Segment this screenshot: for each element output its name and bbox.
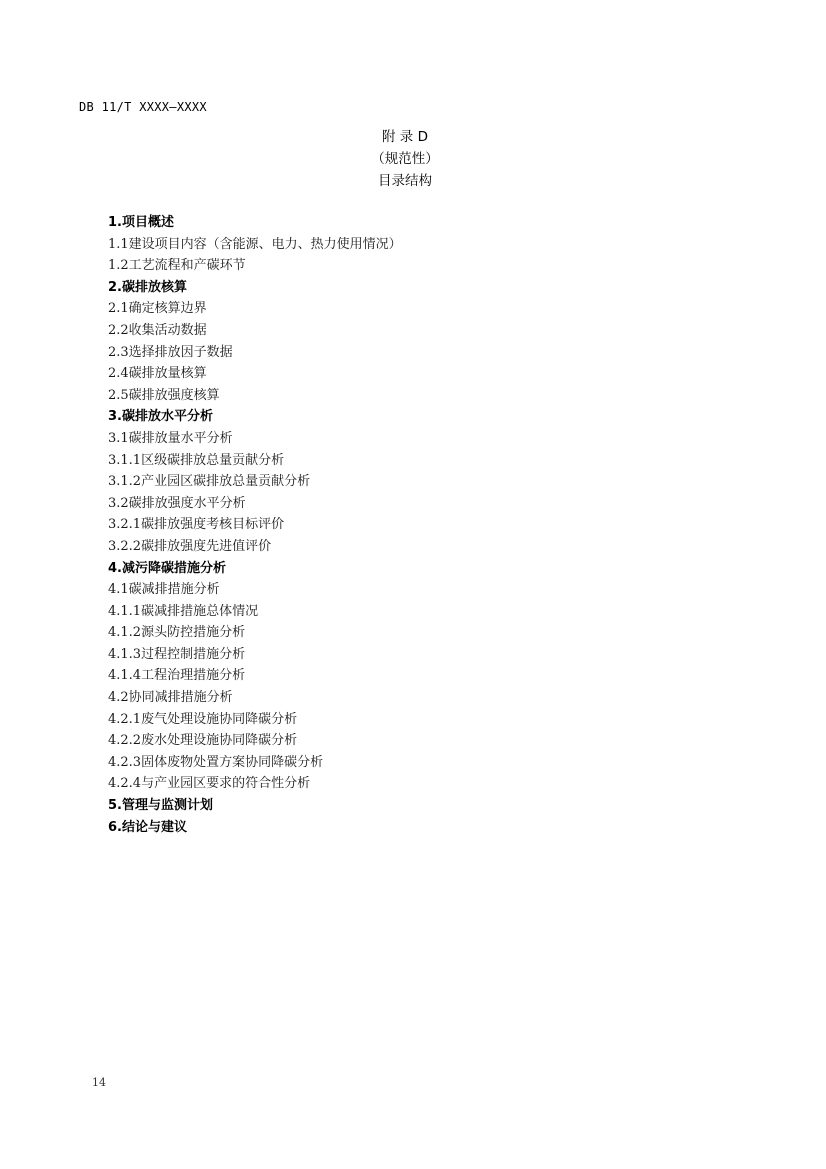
appendix-nature: （规范性） <box>371 151 439 167</box>
toc-list-item: 4.1.4工程治理措施分析 <box>108 668 246 684</box>
toc-list-item: 4.2.3固体废物处置方案协同降碳分析 <box>108 754 324 770</box>
page-number: 14 <box>92 1076 106 1089</box>
toc-list-item: 3.2.2碳排放强度先进值评价 <box>108 538 272 554</box>
toc-list-item: 4.1.3过程控制措施分析 <box>108 646 246 662</box>
toc-list-item: 1.2工艺流程和产碳环节 <box>108 258 246 274</box>
toc-section-heading: 1.项目概述 <box>108 215 174 230</box>
toc-list-item: 4.1.2源头防控措施分析 <box>108 625 246 641</box>
toc-list-item: 2.3选择排放因子数据 <box>108 344 233 360</box>
toc-section-heading: 4.减污降碳措施分析 <box>108 560 226 576</box>
toc-list-item: 4.1碳减排措施分析 <box>108 582 220 598</box>
table-of-contents <box>108 212 402 838</box>
appendix-title: 附 录 D <box>382 129 428 145</box>
toc-list-item: 4.1.1碳减排措施总体情况 <box>108 603 259 619</box>
toc-list-item: 2.5碳排放强度核算 <box>108 387 220 403</box>
toc-list-item: 3.1.2产业园区碳排放总量贡献分析 <box>108 474 311 490</box>
toc-list-item: 4.2.1废气处理设施协同降碳分析 <box>108 711 298 727</box>
appendix-heading <box>305 126 505 192</box>
document-code: DB 11/T XXXX—XXXX <box>79 100 207 114</box>
toc-list-item: 2.1确定核算边界 <box>108 301 207 317</box>
toc-list-item: 4.2.2废水处理设施协同降碳分析 <box>108 733 298 749</box>
toc-list-item: 4.2协同减排措施分析 <box>108 690 233 706</box>
toc-list-item: 3.2.1碳排放强度考核目标评价 <box>108 517 285 533</box>
toc-list-item: 4.2.4与产业园区要求的符合性分析 <box>108 776 311 792</box>
toc-list-item: 3.1.1区级碳排放总量贡献分析 <box>108 452 285 468</box>
toc-list-item: 3.2碳排放强度水平分析 <box>108 495 246 511</box>
toc-section-heading: 2.碳排放核算 <box>108 279 187 295</box>
toc-section-heading: 6.结论与建议 <box>108 819 187 835</box>
toc-list-item: 2.4碳排放量核算 <box>108 366 207 382</box>
toc-list-item: 3.1碳排放量水平分析 <box>108 430 233 446</box>
toc-list-item: 2.2收集活动数据 <box>108 322 207 338</box>
appendix-subject: 目录结构 <box>378 173 432 189</box>
toc-section-heading: 3.碳排放水平分析 <box>108 409 213 425</box>
toc-list-item: 1.1建设项目内容（含能源、电力、热力使用情况） <box>108 236 402 252</box>
toc-section-heading: 5.管理与监测计划 <box>108 798 213 814</box>
